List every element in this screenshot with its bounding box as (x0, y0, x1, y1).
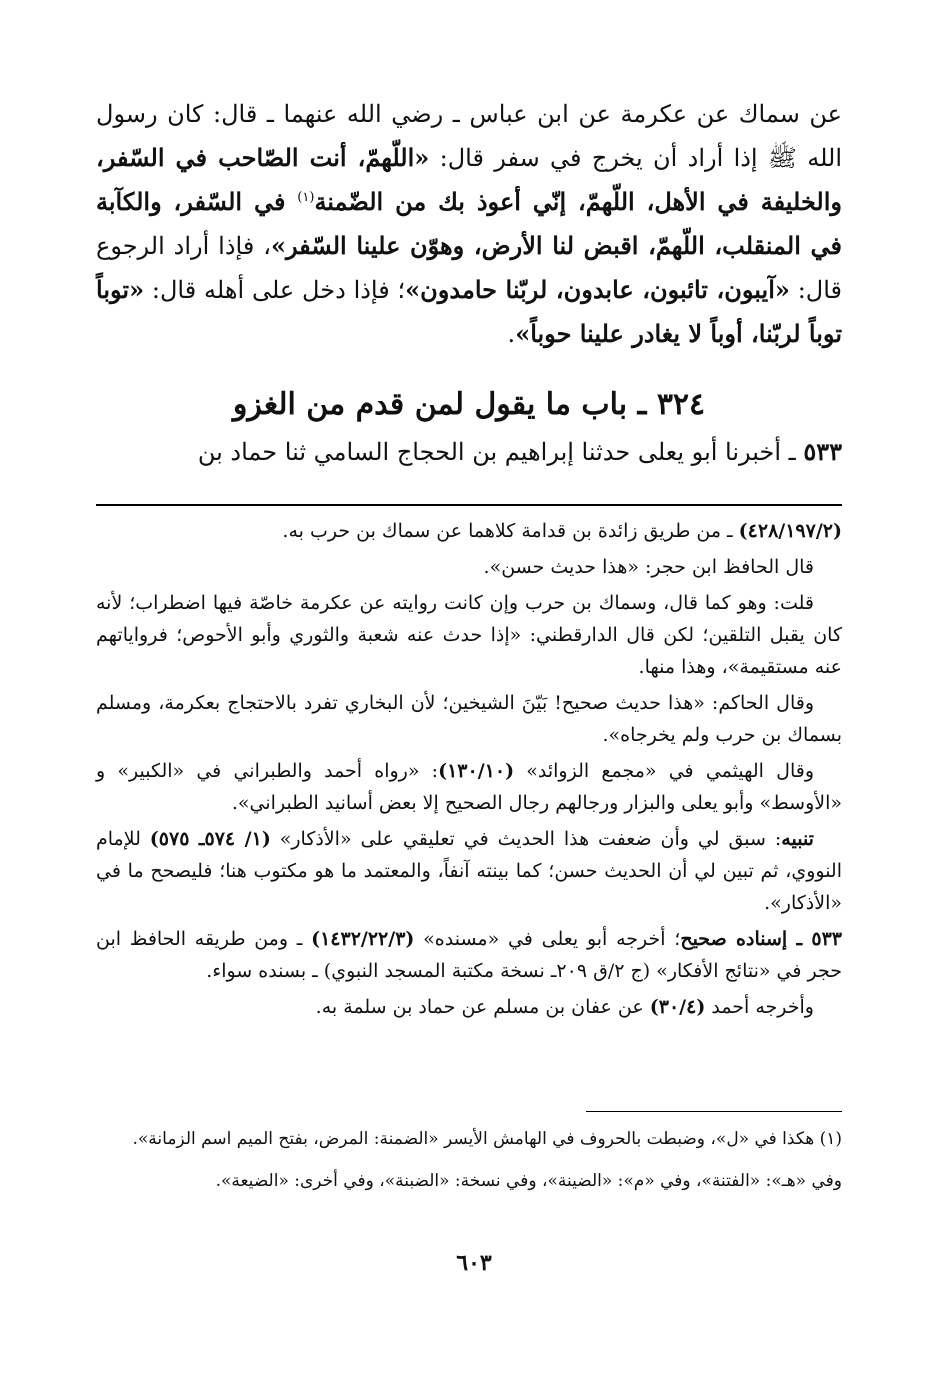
note-text: : «رواه أحمد والطبراني في «الكبير» و «الأوسط» وأبو يعلى والبزار ورجالهم رجال الصحيح إلا بعض أسانيد الطبراني». (96, 760, 842, 814)
supplication-1: «اللّهمّ، أنت الصّاحب في السّفر، والخليفة في الأهل، اللّهمّ، إنّي أعوذ بك من الضّمنة (96, 143, 843, 216)
page-number: ٦٠٣ (456, 1250, 492, 1276)
text-run: . (507, 320, 516, 348)
main-divider (96, 504, 842, 506)
note-label: تنبيه (781, 828, 814, 850)
note-6 (96, 823, 842, 919)
note-text: ـ من طريق زائدة بن قدامة كلاهما عن سماك بن حرب به. (282, 520, 739, 542)
chapter-heading: ٣٢٤ ـ باب ما يقول لمن قدم من الغزو (232, 387, 706, 422)
hadith-number: ٥٣٣ (803, 437, 842, 466)
main-text (96, 92, 842, 356)
note-text: ؛ أخرجه أبو يعلى في «مسنده» (414, 928, 681, 950)
note-1 (96, 515, 842, 547)
footnote-1: (١) هكذا في «ل»، وضبطت بالحروف في الهامش الأيسر «الضمنة: المرض، بفتح الميم اسم الزمانة». (132, 1129, 842, 1149)
supplication-3: «توباً توباً لربّنا، أوباً لا يغادر علينا حوباً» (96, 275, 842, 348)
ref: (١/ ٥٧٤ـ ٥٧٥) (149, 828, 271, 850)
note-8 (96, 991, 842, 1023)
note-4: وقال الحاكم: «هذا حديث صحيح! بَيّنَ الشيخين؛ لأن البخاري تفرد بالاحتجاج بعكرمة، ومسلم بسماك بن حرب ولم يخرجاه». (96, 692, 842, 746)
note-text: وقال الهيثمي في «مجمع الزوائد» (514, 760, 814, 782)
commentary (96, 515, 842, 1027)
note-text: وأخرجه أحمد (705, 996, 814, 1018)
ref: (٣٠/٤) (649, 996, 706, 1018)
note-text: : سبق لي وأن ضعفت هذا الحديث في تعليقي على «الأذكار» (270, 828, 782, 850)
hadith-start (96, 430, 842, 474)
note-text: ـ ومن طريقه الحافظ ابن حجر في «نتائج الأفكار» (ج ٢/ق ٢٠٩ـ نسخة مكتبة المسجد النبوي) ـ بسنده سواء. (96, 928, 842, 982)
hadith-number: ٥٣٣ (811, 928, 843, 950)
hadith-text: ـ أخبرنا أبو يعلى حدثنا إبراهيم بن الحجاج السامي ثنا حماد بن (197, 438, 804, 466)
text-run: ، فإذا أراد الرجوع قال: (96, 232, 842, 304)
supplication-1-cont: في السّفر، والكآبة في المنقلب، اللّهمّ، اقبض لنا الأرض، وهوّن علينا السّفر» (96, 187, 842, 260)
note-label: ـ إسناده صحيح (680, 928, 812, 950)
footnote-marker[interactable]: (١) (297, 190, 315, 205)
hadith-paragraph (96, 92, 842, 356)
note-text: عن عفان بن مسلم عن حماد بن سلمة به. (315, 996, 650, 1018)
ref: (١٤٣٢/٢٢/٣) (311, 928, 415, 950)
supplication-2: «آيبون، تائبون، عابدون، لربّنا حامدون» (405, 275, 790, 304)
footnote-2: وفي «هـ»: «الفتنة»، وفي «م»: «الضينة»، وفي نسخة: «الضبنة»، وفي أخرى: «الضيعة». (215, 1171, 842, 1191)
ref: (١٣٠/١٠) (438, 760, 515, 782)
note-7 (96, 923, 842, 987)
note-5 (96, 755, 842, 819)
text-run: ؛ فإذا دخل على أهله قال: (144, 276, 406, 304)
note-text: للإمام النووي، ثم تبين لي أن الحديث حسن؛ كما بينته آنفاً، والمعتمد ما هو مكتوب هنا؛ فليصحح ما في «الأذكار». (96, 828, 842, 914)
footnote-divider (586, 1111, 842, 1112)
ref: (٤٢٨/١٩٧/٢) (738, 520, 842, 542)
text-run: عن سماك عن عكرمة عن ابن عباس ـ رضي الله عنهما ـ قال: كان رسول الله ﷺ إذا أراد أن يخرج في سفر قال: (96, 100, 843, 172)
footnotes (96, 1124, 842, 1208)
note-3: قلت: وهو كما قال، وسماك بن حرب وإن كانت روايته عن عكرمة خاصّة فيها اضطراب؛ لأنه كان يقبل التلقين؛ لكن قال الدارقطني: «إذا حدث عنه شعبة والثوري وأبو الأحوص؛ فرواياتهم عنه مستقيمة»، وهذا منها. (96, 592, 842, 678)
note-2: قال الحافظ ابن حجر: «هذا حديث حسن». (483, 556, 814, 578)
